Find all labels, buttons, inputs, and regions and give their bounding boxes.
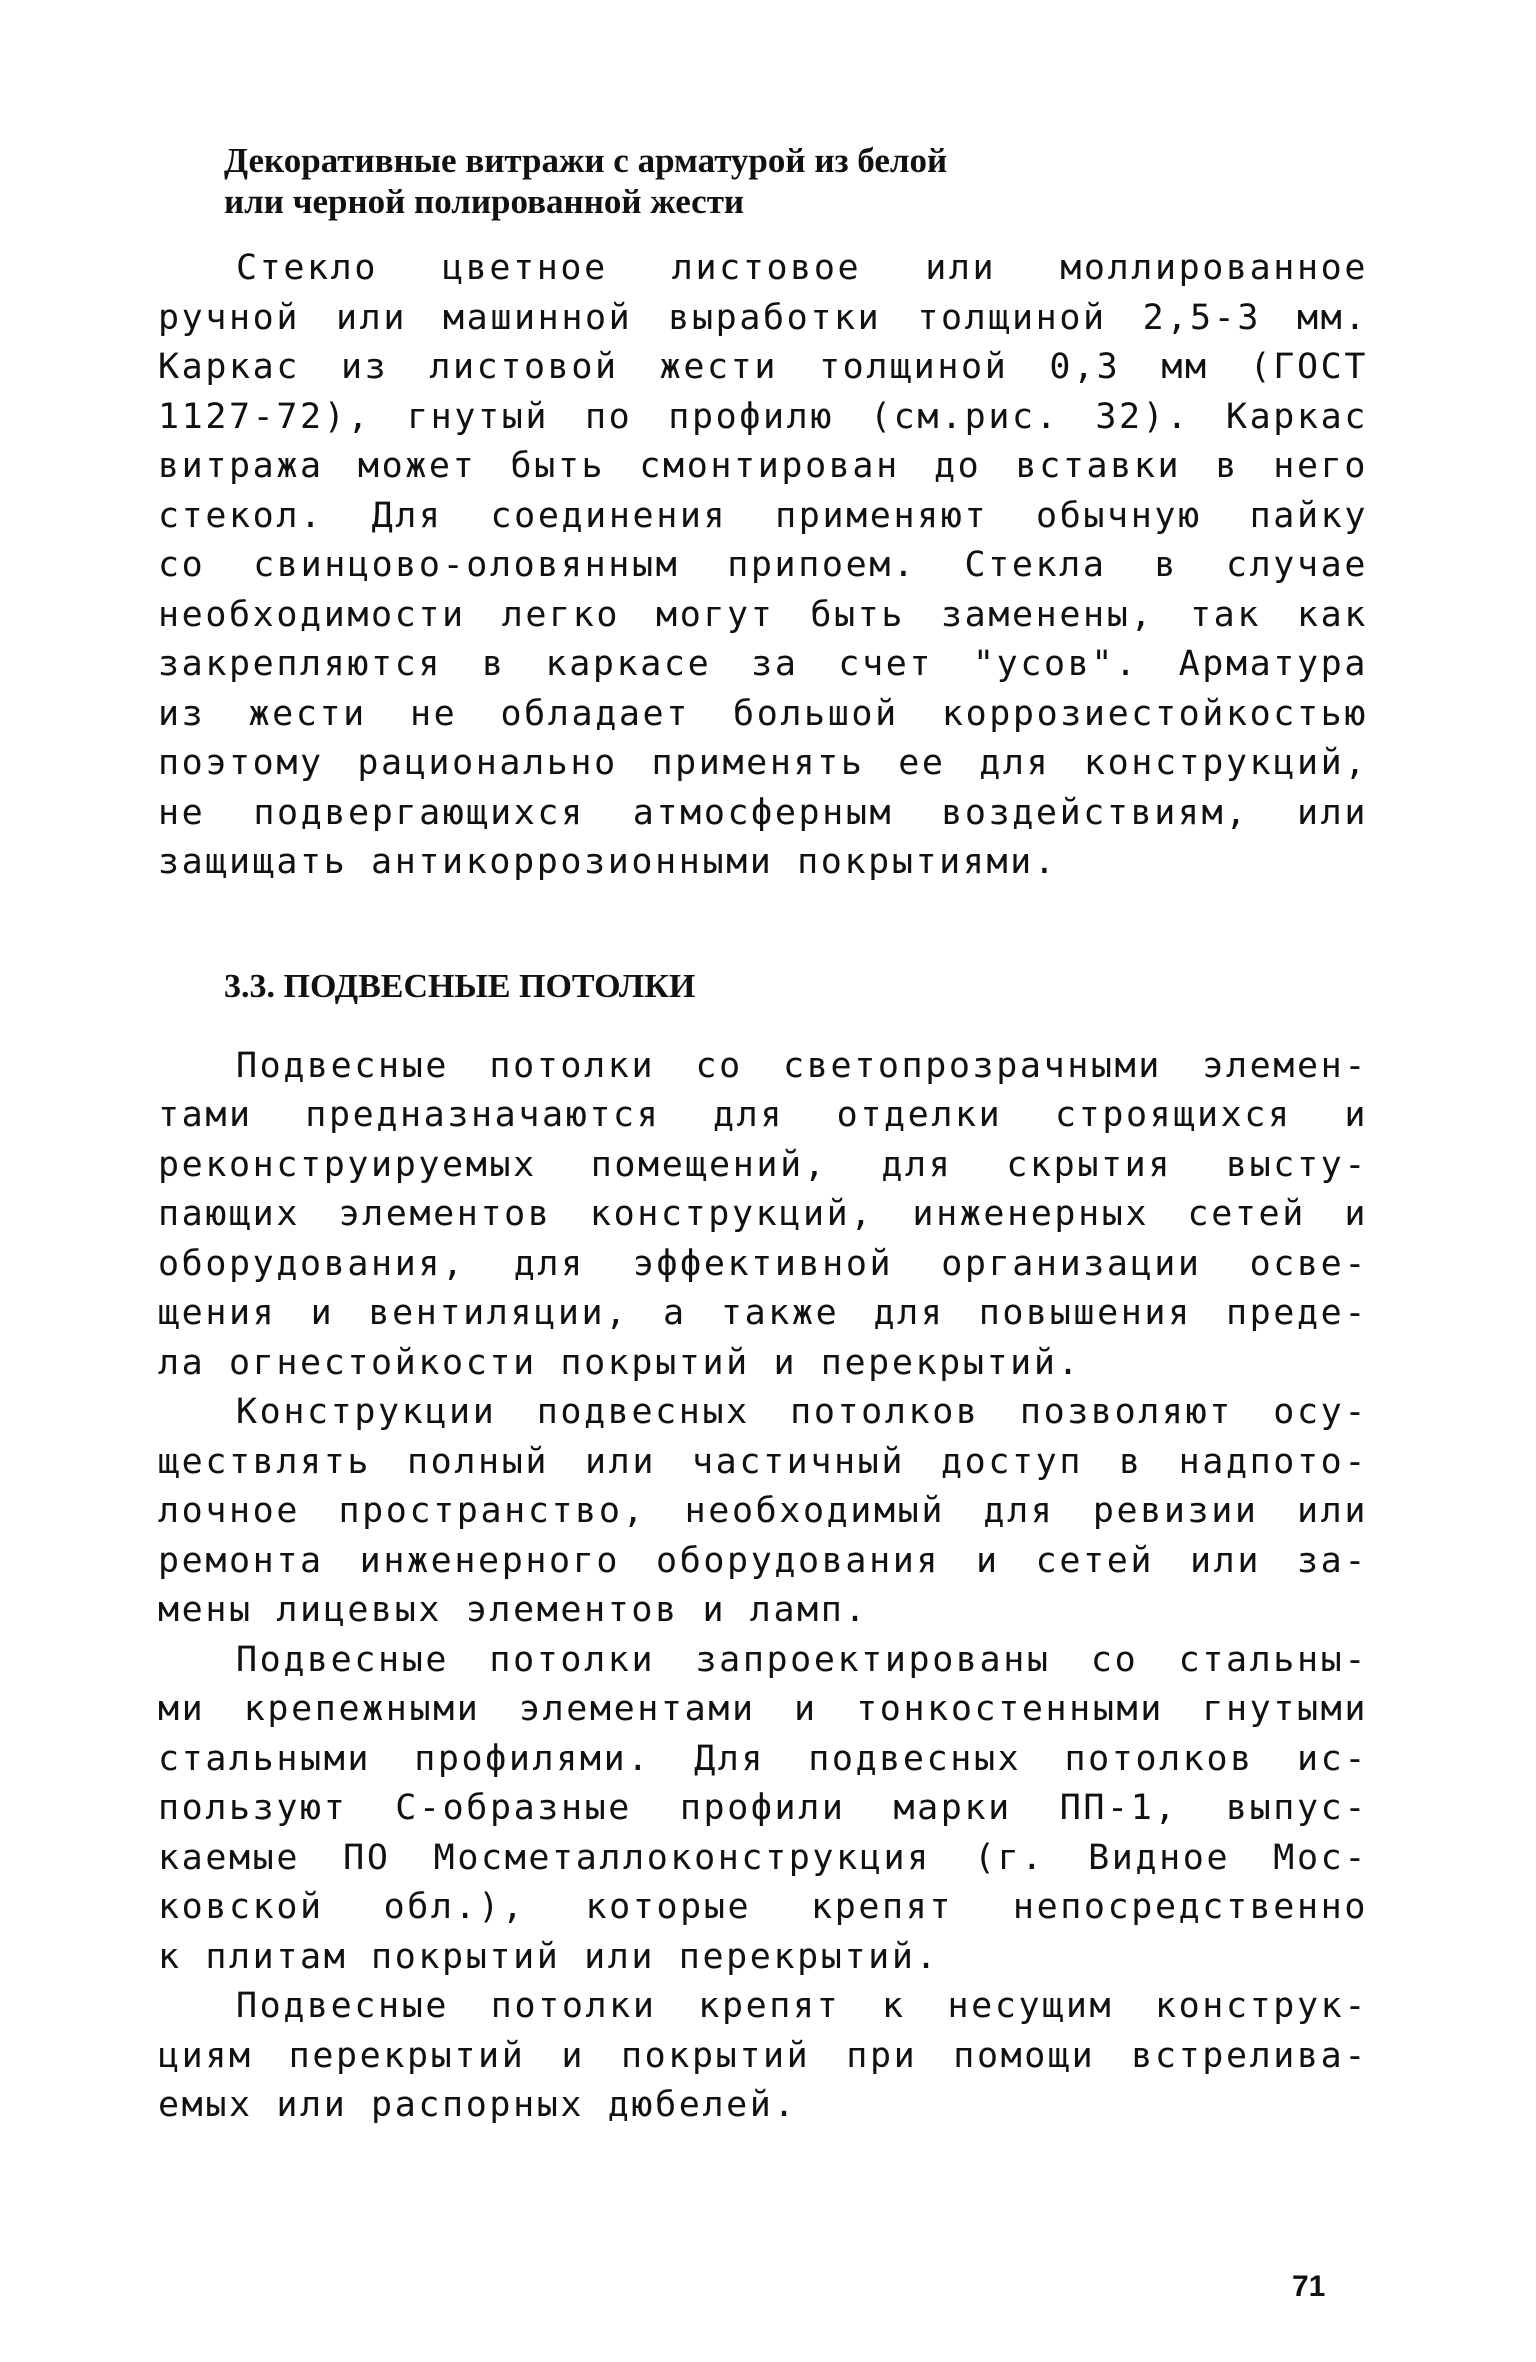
- heading-line-2: или черной полированной жести: [224, 182, 745, 221]
- text-line: циям перекрытий и покрытий при помощи встрелива-: [158, 2035, 1368, 2076]
- text-line: Каркас из листовой жести толщиной 0,3 мм (ГОСТ: [158, 347, 1368, 387]
- page-number: 71: [1292, 2270, 1326, 2303]
- text-line: щения и вентиляции, а также для повышения преде-: [158, 1293, 1368, 1333]
- text-line: к плитам покрытий или перекрытий.: [158, 1936, 940, 1977]
- paragraph-access: [158, 1388, 1368, 1636]
- text-line: реконструируемых помещений, для скрытия высту-: [158, 1144, 1368, 1185]
- text-line: ществлять полный или частичный доступ в надпото-: [158, 1441, 1368, 1482]
- text-line: пользуют С-образные профили марки ПП-1, выпус-: [158, 1788, 1368, 1828]
- document-page: [158, 140, 1368, 2131]
- text-line: каемые ПО Мосметаллоконструкция (г. Видное Мос-: [158, 1837, 1368, 1878]
- text-line: тами предназначаются для отделки строящихся и: [158, 1095, 1368, 1135]
- text-line: Подвесные потолки крепят к несущим конструк-: [236, 1986, 1368, 2026]
- text-line: Стекло цветное листовое или моллированное: [236, 248, 1368, 288]
- text-line: Подвесные потолки запроектированы со стальны-: [236, 1639, 1368, 1680]
- text-line: защищать антикоррозионными покрытиями.: [158, 842, 1058, 882]
- text-line: ручной или машинной выработки толщиной 2,5-3 мм.: [158, 297, 1368, 338]
- text-line: Конструкции подвесных потолков позволяют осу-: [236, 1392, 1368, 1432]
- text-line: не подвергающихся атмосферным воздействиям, или: [158, 792, 1368, 833]
- paragraph-profiles: [158, 1636, 1368, 1983]
- text-line: закрепляются в каркасе за счет "усов". Арматура: [158, 644, 1368, 684]
- text-line: Подвесные потолки со светопрозрачными элемен-: [236, 1045, 1368, 1086]
- intro-paragraph: [158, 244, 1368, 888]
- text-line: 1127-72), гнутый по профилю (см.рис. 32). Каркас: [158, 396, 1368, 437]
- subsection-heading: [158, 140, 1368, 222]
- text-line: стальными профилями. Для подвесных потолков ис-: [158, 1738, 1368, 1779]
- text-line: оборудования, для эффективной организации осве-: [158, 1243, 1368, 1284]
- paragraph-fastening: [158, 1982, 1368, 2131]
- heading-line-1: Декоративные витражи с арматурой из белой: [224, 141, 948, 180]
- text-line: мены лицевых элементов и ламп.: [158, 1590, 869, 1630]
- text-line: лочное пространство, необходимый для ревизии или: [158, 1491, 1368, 1531]
- text-line: ремонта инженерного оборудования и сетей или за-: [158, 1540, 1368, 1581]
- section-title: 3.3. ПОДВЕСНЫЕ ПОТОЛКИ: [224, 967, 696, 1005]
- text-line: стекол. Для соединения применяют обычную пайку: [158, 495, 1368, 536]
- text-line: емых или распорных дюбелей.: [158, 2085, 798, 2125]
- text-line: поэтому рационально применять ее для конструкций,: [158, 743, 1368, 783]
- text-line: из жести не обладает большой коррозиестойкостью: [158, 693, 1368, 734]
- text-line: витража может быть смонтирован до вставки в него: [158, 446, 1368, 486]
- text-line: ковской обл.), которые крепят непосредственно: [158, 1887, 1368, 1927]
- text-line: ла огнестойкости покрытий и перекрытий.: [158, 1342, 1082, 1383]
- text-line: пающих элементов конструкций, инженерных сетей и: [158, 1194, 1368, 1234]
- text-line: со свинцово-оловянным припоем. Стекла в случае: [158, 545, 1368, 585]
- text-line: ми крепежными элементами и тонкостенными гнутыми: [158, 1689, 1368, 1729]
- text-line: необходимости легко могут быть заменены, так как: [158, 594, 1368, 635]
- paragraph-purpose: [158, 1042, 1368, 1389]
